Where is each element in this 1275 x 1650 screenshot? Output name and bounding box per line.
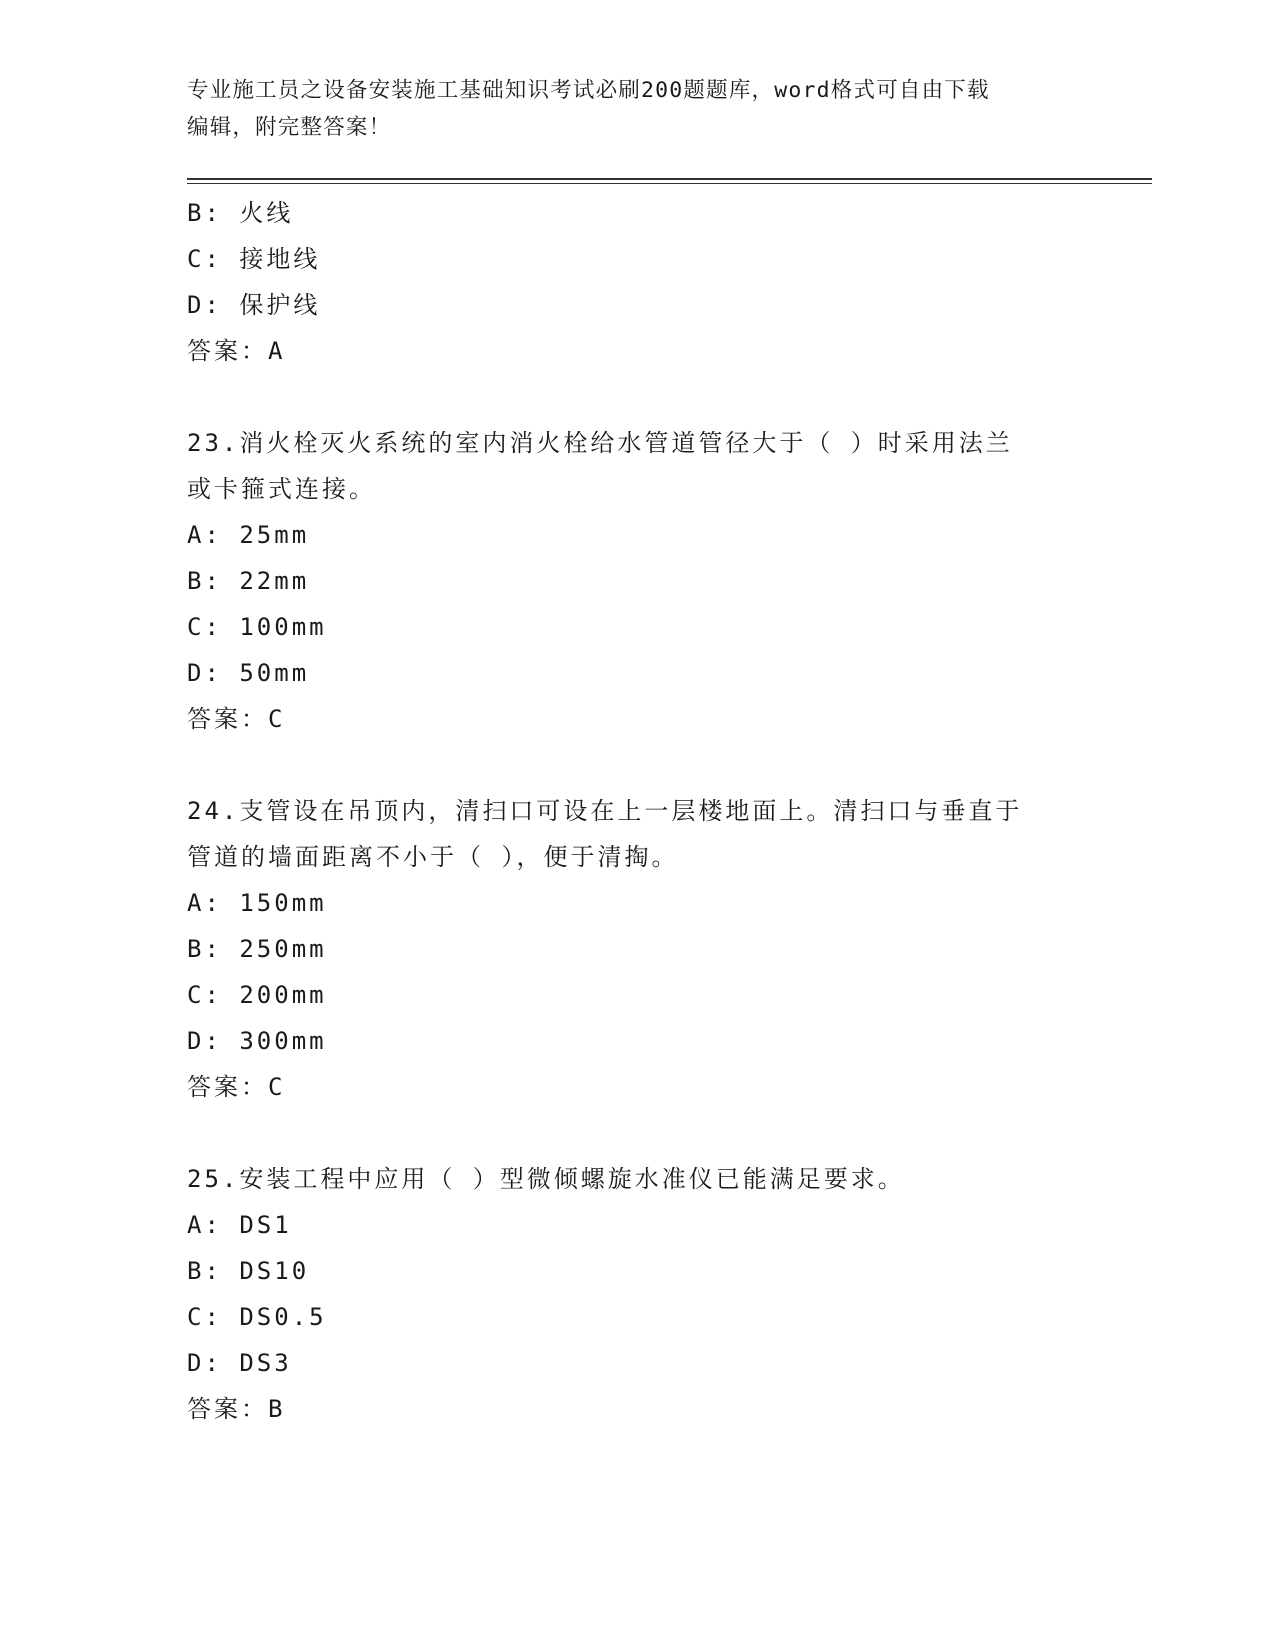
option-d: D: DS3 [187, 1349, 292, 1377]
answer: 答案：C [187, 705, 286, 733]
header-divider-thin [187, 183, 1152, 184]
option-c: C: 接地线 [187, 245, 321, 273]
question-stem-line-1: 25.安装工程中应用（ ）型微倾螺旋水准仪已能满足要求。 [187, 1165, 905, 1193]
question-stem-line-1: 23.消火栓灭火系统的室内消火栓给水管道管径大于（ ）时采用法兰 [187, 429, 1013, 457]
option-b: B: 火线 [187, 199, 294, 227]
option-a: A: DS1 [187, 1211, 292, 1239]
question-stem-line-2: 管道的墙面距离不小于（ ），便于清掏。 [187, 843, 679, 871]
option-d: D: 50mm [187, 659, 310, 687]
answer: 答案：A [187, 337, 286, 365]
question-23 [187, 420, 1087, 742]
question-24 [187, 788, 1087, 1110]
option-b: B: 250mm [187, 935, 327, 963]
document-header [187, 72, 1067, 146]
answer: 答案：B [187, 1395, 286, 1423]
option-b: B: 22mm [187, 567, 310, 595]
spacer [187, 1110, 1087, 1156]
question-stem-line-2: 或卡箍式连接。 [187, 475, 376, 503]
option-c: C: DS0.5 [187, 1303, 327, 1331]
spacer [187, 374, 1087, 420]
question-stem-line-1: 24.支管设在吊顶内，清扫口可设在上一层楼地面上。清扫口与垂直于 [187, 797, 1023, 825]
option-d: D: 保护线 [187, 291, 321, 319]
option-c: C: 200mm [187, 981, 327, 1009]
option-d: D: 300mm [187, 1027, 327, 1055]
answer: 答案：C [187, 1073, 286, 1101]
header-divider-thick [187, 178, 1152, 180]
question-22-tail [187, 190, 1087, 374]
spacer [187, 742, 1087, 788]
question-25 [187, 1156, 1087, 1432]
option-a: A: 150mm [187, 889, 327, 917]
question-content [187, 190, 1087, 1432]
option-b: B: DS10 [187, 1257, 310, 1285]
header-title-line-2: 编辑，附完整答案！ [187, 115, 392, 140]
option-a: A: 25mm [187, 521, 310, 549]
header-title-line-1: 专业施工员之设备安装施工基础知识考试必刷200题题库，word格式可自由下载 [187, 78, 990, 103]
option-c: C: 100mm [187, 613, 327, 641]
